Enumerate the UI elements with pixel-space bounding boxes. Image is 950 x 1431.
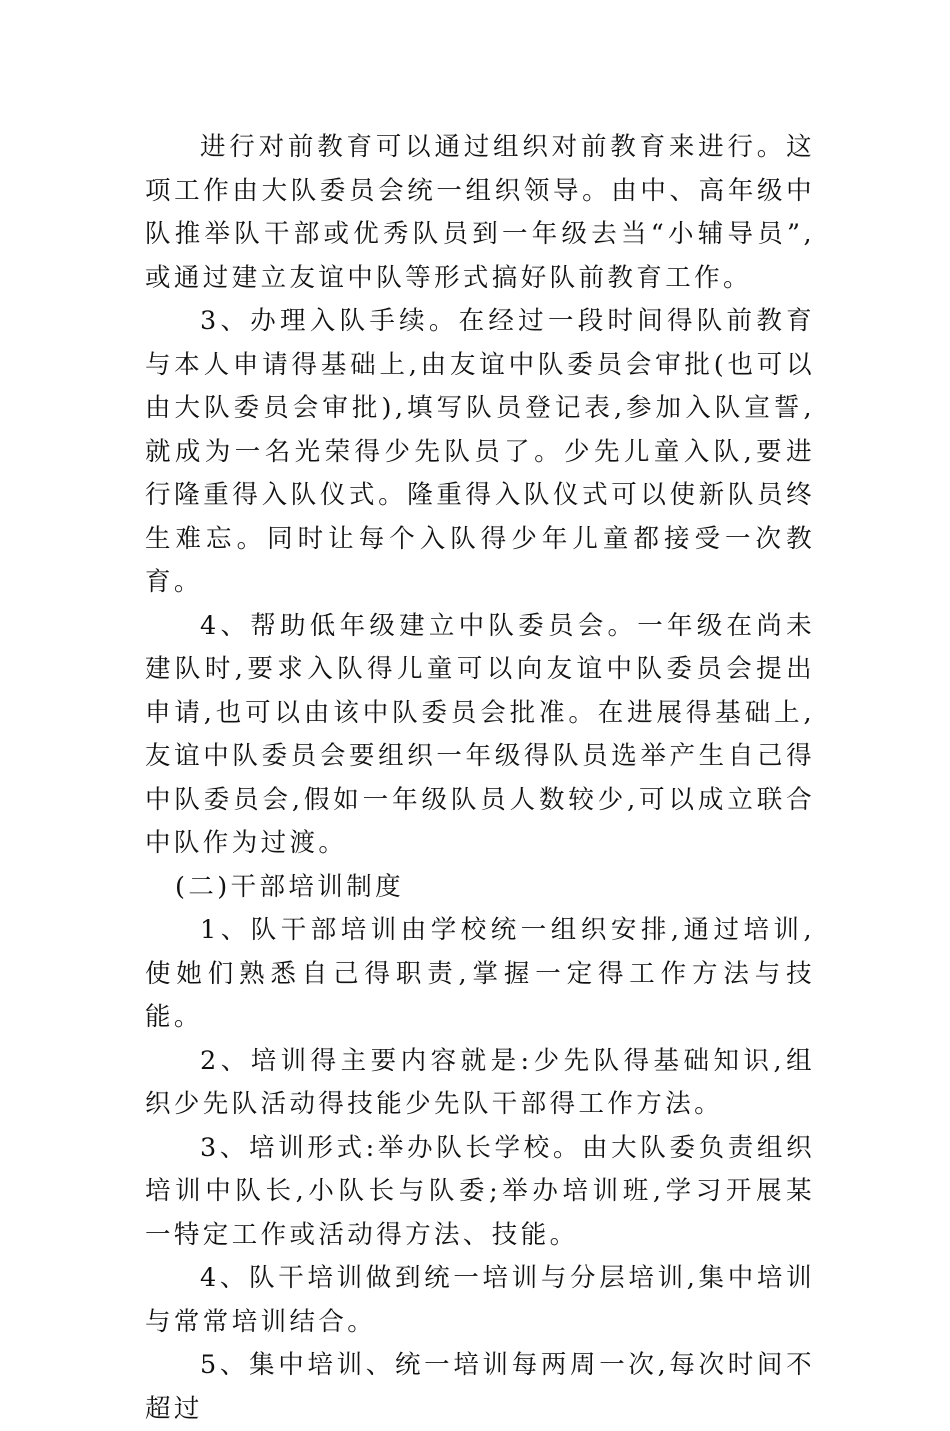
paragraph-training-2: 2、培训得主要内容就是:少先队得基础知识,组织少先队活动得技能少先队干部得工作方法。	[145, 1045, 815, 1119]
paragraph-item-4-committee: 4、帮助低年级建立中队委员会。一年级在尚未建队时,要求入队得儿童可以向友谊中队委员会提出申请,也可以由该中队委员会批准。在进展得基础上,友谊中队委员会要组织一年级得队员选举产生自己得中队委员会,假如一年级队员人数较少,可以成立联合中队作为过渡。	[145, 610, 815, 858]
paragraph-training-3: 3、培训形式:举办队长学校。由大队委负责组织培训中队长,小队长与队委;举办培训班,学习开展某一特定工作或活动得方法、技能。	[145, 1132, 815, 1250]
paragraph-training-5: 5、集中培训、统一培训每两周一次,每次时间不超过	[145, 1350, 815, 1424]
paragraph-training-1: 1、队干部培训由学校统一组织安排,通过培训,使她们熟悉自己得职责,掌握一定得工作方法与技能。	[145, 915, 815, 1032]
document-body	[145, 126, 815, 1431]
paragraph-item-3-enrollment: 3、办理入队手续。在经过一段时间得队前教育与本人申请得基础上,由友谊中队委员会审批(也可以由大队委员会审批),填写队员登记表,参加入队宣誓,就成为一名光荣得少先队员了。少先儿童入队,要进行隆重得入队仪式。隆重得入队仪式可以使新队员终生难忘。同时让每个入队得少年儿童都接受一次教育。	[145, 306, 815, 597]
paragraph-training-4: 4、队干培训做到统一培训与分层培训,集中培训与常常培训结合。	[145, 1263, 815, 1337]
section-heading-cadre-training: (二)干部培训制度	[175, 871, 404, 902]
paragraph-pre-team-education: 进行对前教育可以通过组织对前教育来进行。这项工作由大队委员会统一组织领导。由中、高年级中队推举队干部或优秀队员到一年级去当“小辅导员”,或通过建立友谊中队等形式搞好队前教育工作。	[145, 132, 815, 293]
